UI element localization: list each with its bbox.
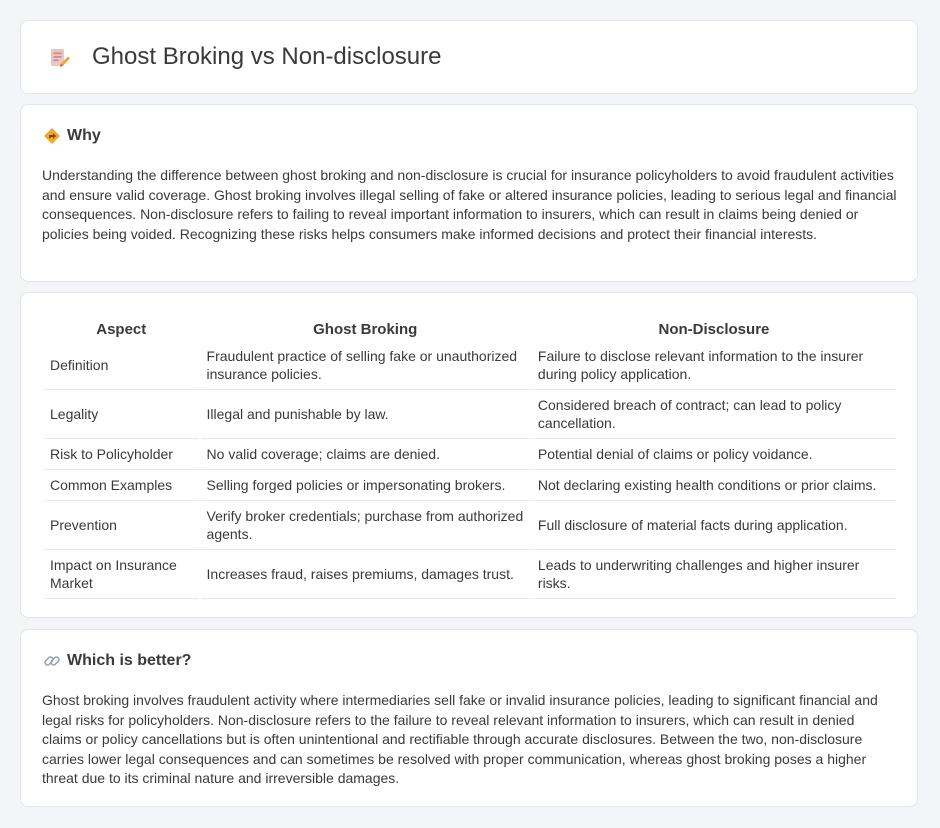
better-text: Ghost broking involves fraudulent activity where intermediaries sell fake or invalid insurance policies, leading to significant financial and legal risks for policyholders. Non-disclosure refers to the failure to reveal relevant information to insurers, which can result in denied claims or policy cancellations but is often unintentional and rectifiable through accurate disclosures. Between the two, non-disclosure carries lower legal consequences and can sometimes be resolved with proper communication, whereas ghost broking poses a higher threat due to its criminal nature and irreversible damages. [42,692,878,787]
table-cell: Selling forged policies or impersonating brokers. [201,470,530,501]
table-cell: Prevention [44,501,199,550]
table-row [44,470,896,501]
table-cell: Definition [44,341,199,390]
page-title: Ghost Broking vs Non-disclosure [92,43,442,70]
table-row [44,341,896,390]
why-section [20,104,918,282]
table-cell: Full disclosure of material facts during application. [532,501,896,550]
table-cell: Illegal and punishable by law. [201,390,530,439]
table-cell: Common Examples [44,470,199,501]
why-heading-row [43,127,101,145]
link-icon [43,652,61,670]
table-row [44,501,896,550]
column-header-ghost-broking: Ghost Broking [313,320,418,338]
table-cell: Verify broker credentials; purchase from authorized agents. [201,501,530,550]
which-is-better-section [20,629,918,807]
table-header-row [44,313,896,341]
comparison-card [20,292,918,618]
column-header-non-disclosure: Non-Disclosure [658,320,770,338]
better-heading-row [43,652,191,670]
diamond-direction-icon [43,127,61,145]
table-cell: Leads to underwriting challenges and higher insurer risks. [532,550,896,599]
table-cell: Increases fraud, raises premiums, damages trust. [201,550,530,599]
table-cell: Impact on Insurance Market [44,550,199,599]
table-cell: Not declaring existing health conditions or prior claims. [532,470,896,501]
why-text: Understanding the difference between ghost broking and non-disclosure is crucial for insurance policyholders to avoid fraudulent activities and ensure valid coverage. Ghost broking involves illegal selling of fake or altered insurance policies, leading to serious legal and financial consequences. Non-disclosure refers to failing to reveal important information to insurers, which can result in claims being denied or policies being voided. Recognizing these risks helps consumers make informed decisions and protect their financial interests. [42,167,897,242]
table-row [44,550,896,599]
table-cell: Fraudulent practice of selling fake or unauthorized insurance policies. [201,341,530,390]
document-pencil-icon [47,46,71,70]
table-cell: Legality [44,390,199,439]
table-cell: Considered breach of contract; can lead to policy cancellation. [532,390,896,439]
table-cell: No valid coverage; claims are denied. [201,439,530,470]
comparison-table [42,313,898,599]
column-header-aspect: Aspect [96,320,147,338]
table-cell: Failure to disclose relevant information to the insurer during policy application. [532,341,896,390]
header-card [20,20,918,94]
table-cell: Potential denial of claims or policy voidance. [532,439,896,470]
table-row [44,390,896,439]
why-heading: Why [67,127,101,144]
better-heading: Which is better? [67,652,192,669]
table-row [44,439,896,470]
table-cell: Risk to Policyholder [44,439,199,470]
